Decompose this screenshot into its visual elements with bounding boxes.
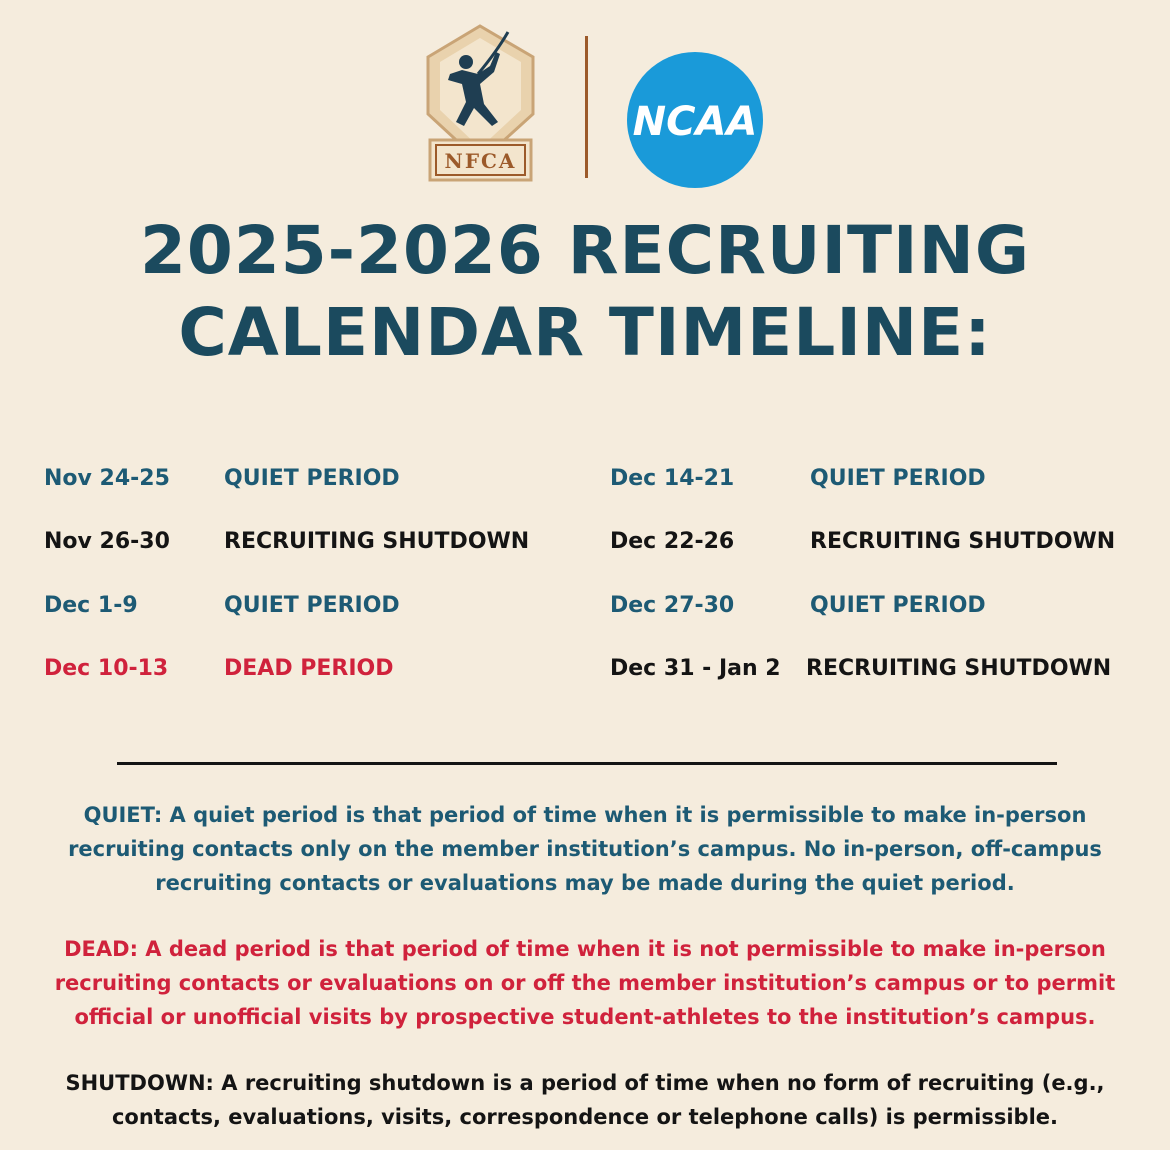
- title-line-1: 2025-2026 RECRUITING: [139, 212, 1031, 289]
- schedule-period: RECRUITING SHUTDOWN: [806, 656, 1112, 681]
- schedule-date: Nov 24-25: [44, 466, 170, 491]
- schedule-date: Dec 31 - Jan 2: [610, 656, 781, 681]
- section-divider: [117, 762, 1057, 765]
- shutdown-definition-line: SHUTDOWN: A recruiting shutdown is a period of time when no form of recruiting (e.g.,: [65, 1071, 1105, 1095]
- quiet-definition-line: recruiting contacts or evaluations may be made during the quiet period.: [155, 871, 1015, 895]
- shutdown-definition: [30, 1066, 1140, 1134]
- dead-definition-line: DEAD: A dead period is that period of time when it is not permissible to make in-person: [64, 937, 1106, 961]
- schedule-date: Dec 10-13: [44, 656, 169, 681]
- schedule-date: Dec 27-30: [610, 593, 735, 618]
- dead-definition: [30, 932, 1140, 1034]
- quiet-definition-line: QUIET: A quiet period is that period of time when it is permissible to make in-person: [83, 803, 1087, 827]
- page-title: [0, 210, 1170, 374]
- schedule-period: QUIET PERIOD: [224, 593, 400, 618]
- quiet-definition: [30, 798, 1140, 900]
- schedule-period: QUIET PERIOD: [810, 593, 986, 618]
- dead-definition-line: recruiting contacts or evaluations on or off the member institution’s campus or to permit: [54, 971, 1116, 995]
- nfca-logo: [418, 22, 543, 187]
- schedule-period: RECRUITING SHUTDOWN: [810, 529, 1116, 554]
- schedule-period: QUIET PERIOD: [810, 466, 986, 491]
- schedule-period: QUIET PERIOD: [224, 466, 400, 491]
- dead-definition-line: official or unofficial visits by prospective student-athletes to the institution’s campus.: [74, 1005, 1096, 1029]
- ncaa-logo: [625, 50, 765, 190]
- logo-divider: [585, 36, 588, 178]
- schedule-date: Dec 22-26: [610, 529, 735, 554]
- schedule-date: Dec 1-9: [44, 593, 138, 618]
- schedule-period: DEAD PERIOD: [224, 656, 394, 681]
- schedule-date: Dec 14-21: [610, 466, 735, 491]
- title-line-2: CALENDAR TIMELINE:: [178, 294, 992, 371]
- quiet-definition-line: recruiting contacts only on the member institution’s campus. No in-person, off-campus: [68, 837, 1102, 861]
- shutdown-definition-line: contacts, evaluations, visits, correspondence or telephone calls) is permissible.: [111, 1105, 1059, 1129]
- schedule-period: RECRUITING SHUTDOWN: [224, 529, 530, 554]
- ncaa-logo-text: NCAA: [632, 99, 758, 145]
- schedule-date: Nov 26-30: [44, 529, 170, 554]
- nfca-logo-text: NFCA: [444, 149, 517, 173]
- logo-header: [0, 22, 1170, 192]
